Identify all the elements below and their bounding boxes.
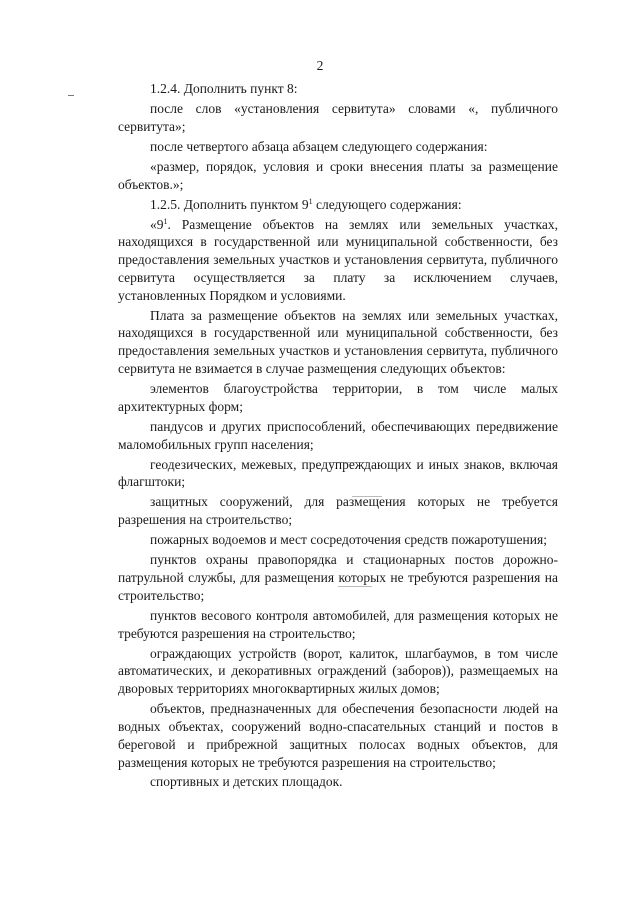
list-item: элементов благоустройства территории, в том числе малых архитектурных форм;	[118, 381, 558, 414]
list-item: пандусов и других приспособлений, обеспечивающих передвижение маломобильных групп населения;	[118, 418, 558, 452]
list-item: пожарных водоемов и мест сосредоточения средств пожаротушения;	[150, 532, 547, 548]
superscript: 1	[163, 216, 168, 226]
list-item: пунктов весового контроля автомобилей, для размещения которых не требуются разрешения на строительство;	[118, 607, 558, 641]
paragraph-text: «9	[150, 216, 164, 232]
page-number: 2	[316, 58, 324, 73]
paragraph: 1.2.4. Дополнить пункт 8:	[150, 81, 298, 96]
list-item: защитных сооружений, для размещения которых не требуется разрешения на строительство;	[118, 494, 558, 528]
document-body	[118, 80, 558, 793]
paragraph-text: . Размещение объектов на землях или земельных участках, находящихся в государственной или муниципальной собственности, без предоставления земельных участков и установления сервитута, публичного сервитута осуществляется за плату за исключением случаев, установленных Порядком и условиями.	[118, 216, 558, 303]
paragraph	[118, 196, 558, 214]
paragraph-text: 1.2.5. Дополнить пунктом 9	[150, 196, 309, 212]
list-item: объектов, предназначенных для обеспечения безопасности людей на водных объектах, сооружений водно-спасательных станций и постов в береговой и прибрежной защитных полосах водных объектов, для размещения которых не требуются разрешения на строительство;	[118, 701, 558, 770]
superscript: 1	[308, 196, 313, 206]
paragraph: после четвертого абзаца абзацем следующего содержания:	[150, 138, 488, 154]
list-item: спортивных и детских площадок.	[150, 774, 343, 790]
margin-mark	[68, 95, 74, 96]
paragraph	[118, 216, 558, 305]
list-item: геодезических, межевых, предупреждающих и иных знаков, включая флагштоки;	[118, 456, 558, 490]
list-item: пунктов охраны правопорядка и стационарных постов дорожно-патрульной службы, для размещения которых не требуются разрешения на строительство;	[118, 552, 558, 603]
paragraph: Плата за размещение объектов на землях или земельных участках, находящихся в государственной или муниципальной собственности, без предоставления земельных участков и установления сервитута, публичного сервитута не взимается в случае размещения следующих объектов:	[118, 307, 558, 377]
paragraph: «размер, порядок, условия и сроки внесения платы за размещение объектов.»;	[118, 158, 558, 192]
paragraph: после слов «установления сервитута» словами «, публичного сервитута»;	[118, 100, 558, 134]
paragraph-text: следующего содержания:	[312, 196, 462, 212]
list-item: ограждающих устройств (ворот, калиток, шлагбаумов, в том числе автоматических, и декоративных ограждений (заборов)), размещаемых на дворовых территориях многоквартирных жилых домов;	[118, 645, 558, 697]
